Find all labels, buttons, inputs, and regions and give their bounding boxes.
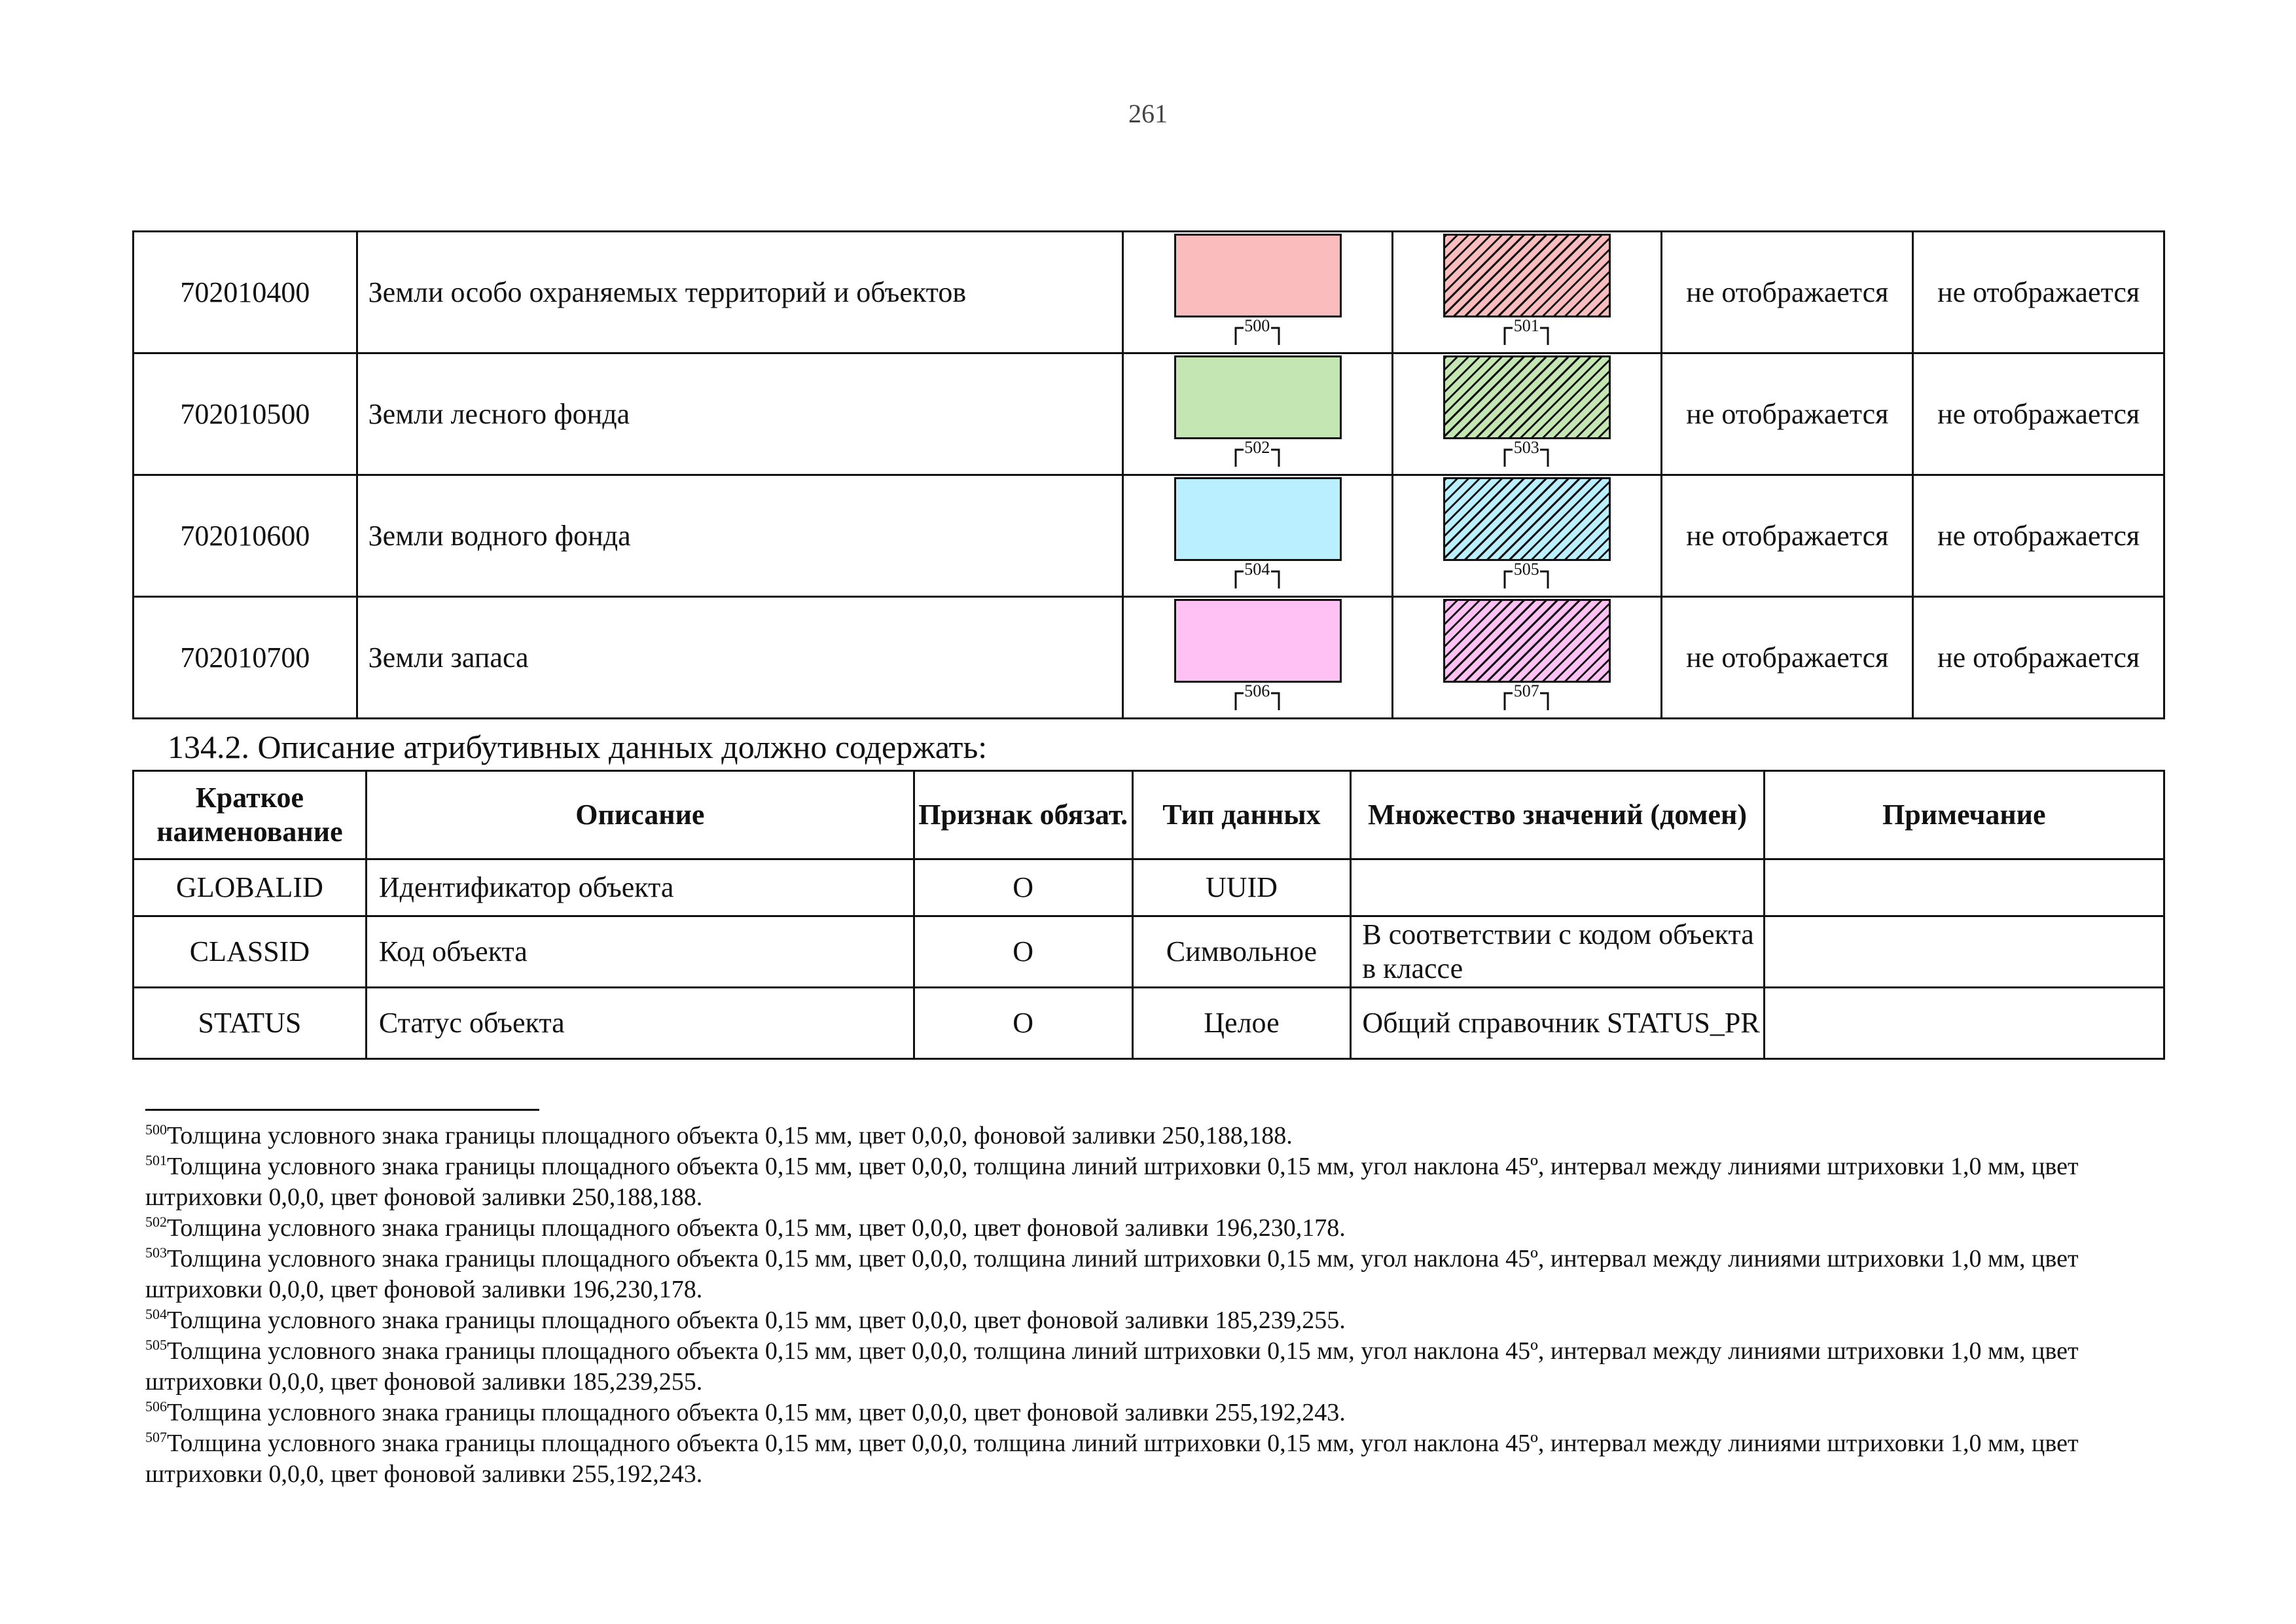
cell-mandatory: О (914, 988, 1132, 1059)
footnote-number: 506 (145, 1398, 167, 1415)
footnote-reference (1502, 561, 1551, 590)
solid-fill-swatch (1174, 234, 1342, 317)
cell-mandatory: О (914, 916, 1132, 988)
footnote-number: 503 (145, 1244, 167, 1261)
footnote-reference (1233, 439, 1282, 468)
page-number: 261 (1128, 99, 1168, 128)
footnote (145, 1398, 2161, 1428)
footnote-text: Толщина условного знака границы площадного объекта 0,15 мм, цвет 0,0,0, цвет фоновой заливки 255,192,243. (167, 1399, 1346, 1426)
solid-fill-swatch (1174, 477, 1342, 561)
footnote-text: Толщина условного знака границы площадного объекта 0,15 мм, цвет 0,0,0, толщина линий штриховки 0,15 мм, угол наклона 45º, интервал между линиями штриховки 1,0 мм, цвет штриховки 0,0,0, цвет фоновой заливки 185,239,255. (145, 1337, 2079, 1396)
header-data-type: Тип данных (1132, 771, 1351, 859)
footnote-number: 500 (145, 1121, 167, 1138)
footnote (145, 1336, 2161, 1398)
footnotes (145, 1121, 2161, 1490)
display-status: не отображается (1662, 475, 1913, 597)
legend-row (134, 597, 2164, 719)
table-row (134, 916, 2164, 988)
cell-domain (1351, 859, 1764, 916)
hatched-fill-swatch (1443, 355, 1611, 439)
object-name: Земли особо охраняемых территорий и объектов (357, 232, 1123, 353)
solid-symbol-cell (1123, 232, 1392, 353)
display-status: не отображается (1913, 353, 2164, 475)
display-status: не отображается (1913, 475, 2164, 597)
section-heading: 134.2. Описание атрибутивных данных должно содержать: (168, 729, 988, 765)
legend-row (134, 353, 2164, 475)
footnote-number: 507 (145, 1429, 167, 1445)
hatched-symbol-cell (1392, 353, 1661, 475)
display-status: не отображается (1662, 353, 1913, 475)
footnote-reference-number: 503 (1513, 437, 1539, 457)
attribute-table-header-row (134, 771, 2164, 859)
legend-table (132, 230, 2165, 719)
footnote-text: Толщина условного знака границы площадного объекта 0,15 мм, цвет 0,0,0, толщина линий штриховки 0,15 мм, угол наклона 45º, интервал между линиями штриховки 1,0 мм, цвет штриховки 0,0,0, цвет фоновой заливки 196,230,178. (145, 1245, 2079, 1303)
header-note: Примечание (1764, 771, 2164, 859)
footnote-reference (1233, 561, 1282, 590)
footnote (145, 1244, 2161, 1305)
footnote-number: 505 (145, 1337, 167, 1353)
object-name: Земли водного фонда (357, 475, 1123, 597)
object-code: 702010600 (134, 475, 357, 597)
hatched-fill-swatch (1443, 599, 1611, 683)
footnote-reference-number: 504 (1244, 559, 1270, 579)
cell-note (1764, 988, 2164, 1059)
object-code: 702010500 (134, 353, 357, 475)
footnote-reference (1502, 439, 1551, 468)
cell-domain: Общий справочник STATUS_PR (1351, 988, 1764, 1059)
cell-data-type: Символьное (1132, 916, 1351, 988)
footnote-number: 504 (145, 1306, 167, 1322)
solid-fill-swatch (1174, 599, 1342, 683)
footnote-reference (1233, 317, 1282, 346)
hatched-fill-swatch (1443, 234, 1611, 317)
footnote-number: 502 (145, 1214, 167, 1230)
table-row (134, 859, 2164, 916)
header-short-name: Краткое наименование (134, 771, 367, 859)
footnote (145, 1213, 2161, 1244)
solid-symbol-cell (1123, 475, 1392, 597)
cell-short-name: CLASSID (134, 916, 367, 988)
footnote-reference-number: 505 (1513, 559, 1539, 579)
display-status: не отображается (1662, 232, 1913, 353)
object-name: Земли лесного фонда (357, 353, 1123, 475)
footnote-reference-number: 501 (1513, 316, 1539, 335)
footnote-number: 501 (145, 1152, 167, 1168)
legend-row (134, 232, 2164, 353)
footnote-text: Толщина условного знака границы площадного объекта 0,15 мм, цвет 0,0,0, фоновой заливки 250,188,188. (167, 1122, 1293, 1149)
object-code: 702010700 (134, 597, 357, 719)
header-description: Описание (366, 771, 914, 859)
display-status: не отображается (1913, 232, 2164, 353)
footnote (145, 1305, 2161, 1336)
hatched-fill-swatch (1443, 477, 1611, 561)
header-mandatory: Признак обязат. (914, 771, 1132, 859)
footnote-text: Толщина условного знака границы площадного объекта 0,15 мм, цвет 0,0,0, цвет фоновой заливки 185,239,255. (167, 1307, 1346, 1334)
cell-mandatory: О (914, 859, 1132, 916)
footnote-reference (1233, 683, 1282, 712)
cell-short-name: STATUS (134, 988, 367, 1059)
cell-description: Код объекта (366, 916, 914, 988)
footnote-text: Толщина условного знака границы площадного объекта 0,15 мм, цвет 0,0,0, цвет фоновой заливки 196,230,178. (167, 1214, 1346, 1242)
cell-data-type: Целое (1132, 988, 1351, 1059)
footnote (145, 1121, 2161, 1151)
solid-symbol-cell (1123, 353, 1392, 475)
hatched-symbol-cell (1392, 597, 1661, 719)
cell-description: Идентификатор объекта (366, 859, 914, 916)
footnote-reference-number: 506 (1244, 681, 1270, 700)
footnote-text: Толщина условного знака границы площадного объекта 0,15 мм, цвет 0,0,0, толщина линий штриховки 0,15 мм, угол наклона 45º, интервал между линиями штриховки 1,0 мм, цвет штриховки 0,0,0, цвет фоновой заливки 250,188,188. (145, 1153, 2079, 1211)
cell-description: Статус объекта (366, 988, 914, 1059)
cell-short-name: GLOBALID (134, 859, 367, 916)
footnote-reference-number: 502 (1244, 437, 1270, 457)
legend-row (134, 475, 2164, 597)
solid-fill-swatch (1174, 355, 1342, 439)
object-name: Земли запаса (357, 597, 1123, 719)
object-code: 702010400 (134, 232, 357, 353)
hatched-symbol-cell (1392, 475, 1661, 597)
display-status: не отображается (1913, 597, 2164, 719)
table-row (134, 988, 2164, 1059)
footnote-reference-number: 507 (1513, 681, 1539, 700)
header-domain: Множество значений (домен) (1351, 771, 1764, 859)
hatched-symbol-cell (1392, 232, 1661, 353)
display-status: не отображается (1662, 597, 1913, 719)
footnote-reference-number: 500 (1244, 316, 1270, 335)
cell-note (1764, 916, 2164, 988)
footnote-reference (1502, 317, 1551, 346)
footnote (145, 1151, 2161, 1213)
footnote-text: Толщина условного знака границы площадного объекта 0,15 мм, цвет 0,0,0, толщина линий штриховки 0,15 мм, угол наклона 45º, интервал между линиями штриховки 1,0 мм, цвет штриховки 0,0,0, цвет фоновой заливки 255,192,243. (145, 1430, 2079, 1488)
footnote-separator (145, 1109, 539, 1111)
footnote-reference (1502, 683, 1551, 712)
footnote (145, 1428, 2161, 1490)
solid-symbol-cell (1123, 597, 1392, 719)
cell-data-type: UUID (1132, 859, 1351, 916)
cell-domain: В соответствии с кодом объекта в классе (1351, 916, 1764, 988)
attribute-table (132, 770, 2165, 1060)
cell-note (1764, 859, 2164, 916)
